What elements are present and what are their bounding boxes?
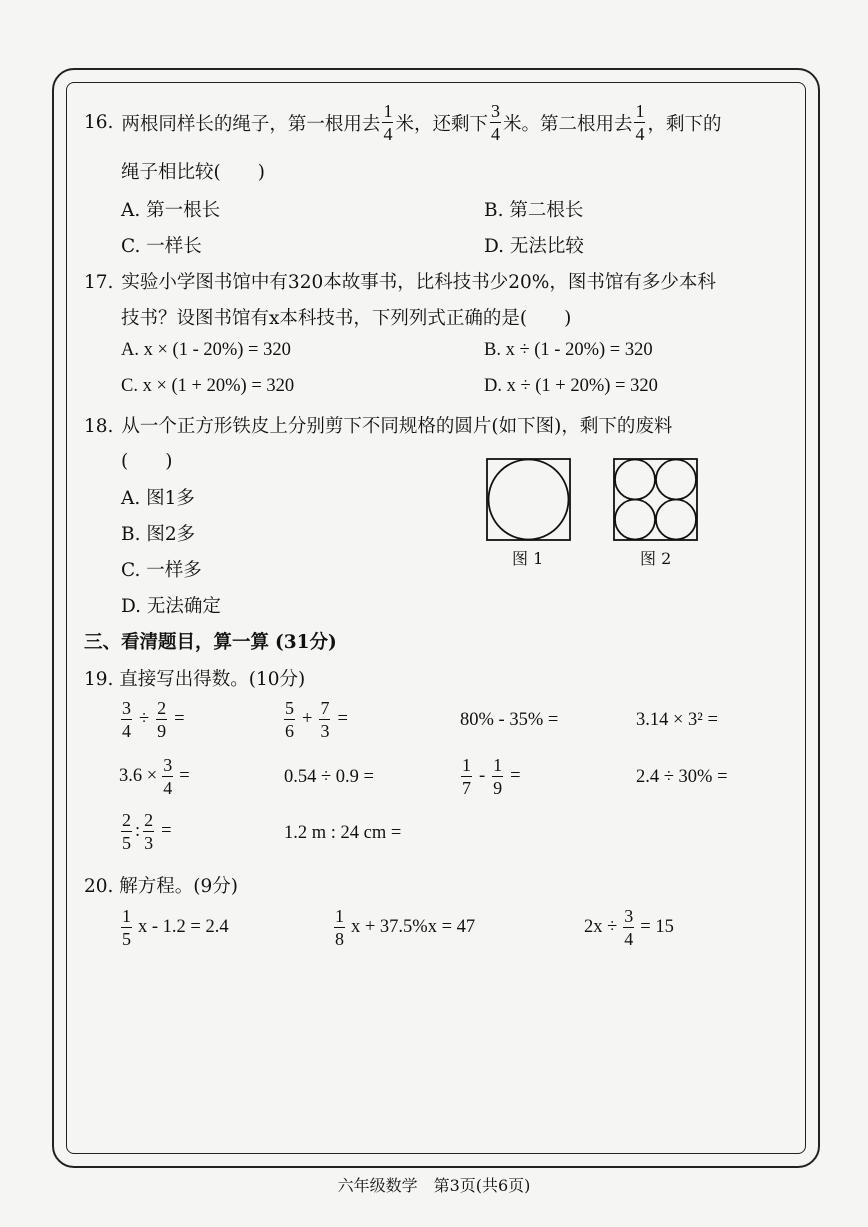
fraction xyxy=(162,756,173,797)
q16-fraction-2 xyxy=(490,102,501,143)
q16-line1 xyxy=(84,102,721,143)
numerator: 2 xyxy=(157,698,167,718)
fraction xyxy=(334,907,345,948)
q20-equation-2 xyxy=(332,907,475,948)
q18-option-c: C. 一样多 xyxy=(121,560,202,581)
fraction xyxy=(121,811,132,852)
expression-part: = xyxy=(161,821,172,841)
numerator: 3 xyxy=(163,755,173,775)
q17-option-c: C. x × (1 + 20%) = 320 xyxy=(121,376,295,396)
q17-line2: 技书？设图书馆有x本科技书，下列列式正确的是( ) xyxy=(121,308,572,329)
numerator: 1 xyxy=(383,101,393,121)
q17-number: 17. xyxy=(84,272,114,293)
expression-part: = xyxy=(174,709,185,729)
numerator: 3 xyxy=(490,101,500,121)
numerator: 7 xyxy=(320,698,330,718)
denominator: 4 xyxy=(163,778,173,798)
denominator: 5 xyxy=(122,833,131,853)
expression-part: + xyxy=(302,709,313,729)
q19-item-8: 2.4 ÷ 30% = xyxy=(636,767,728,787)
expression-part: : xyxy=(135,821,141,841)
figure-1-square-one-circle xyxy=(486,458,572,542)
fraction xyxy=(492,756,503,797)
q18-line1 xyxy=(84,412,672,438)
q18-option-a: A. 图1多 xyxy=(121,488,195,509)
expression-part: x + 37.5%x = 47 xyxy=(351,917,476,937)
q17-text-1: 实验小学图书馆中有320本故事书，比科技书少20%，图书馆有多少本科 xyxy=(121,272,716,293)
fraction xyxy=(143,811,154,852)
numerator: 1 xyxy=(493,755,503,775)
q16-option-d: D. 无法比较 xyxy=(484,236,584,257)
q17-option-d: D. x ÷ (1 + 20%) = 320 xyxy=(484,376,658,396)
numerator: 3 xyxy=(624,906,634,926)
expression-part: 3.6 × xyxy=(119,766,158,786)
q16-text-1: 两根同样长的绳子，第一根用去 xyxy=(121,113,381,135)
expression-part: = 15 xyxy=(640,917,674,937)
expression-part: = xyxy=(179,766,190,786)
section-3-title: 三、看清题目，算一算 xyxy=(84,632,270,653)
fraction xyxy=(623,907,634,948)
q16-option-b: B. 第二根长 xyxy=(484,200,584,221)
fraction xyxy=(156,699,167,740)
q19-item-3: 80% - 35% = xyxy=(460,710,559,730)
expression-part: = xyxy=(510,766,521,786)
denominator: 7 xyxy=(462,778,471,798)
q19-item-4: 3.14 × 3² = xyxy=(636,710,718,730)
numerator: 2 xyxy=(122,810,131,830)
denominator: 9 xyxy=(493,778,503,798)
denominator: 5 xyxy=(122,929,131,949)
q18-option-b: B. 图2多 xyxy=(121,524,196,545)
q16-number: 16. xyxy=(84,112,114,133)
denominator: 4 xyxy=(383,124,393,144)
figure-2-label: 图 2 xyxy=(640,549,672,568)
q16-option-a: A. 第一根长 xyxy=(121,200,221,221)
q16-text-2: 米，还剩下 xyxy=(395,113,488,135)
expression-part: = xyxy=(337,709,348,729)
denominator: 4 xyxy=(490,124,500,144)
numerator: 2 xyxy=(144,810,154,830)
q16-fraction-3 xyxy=(634,102,645,143)
denominator: 3 xyxy=(144,833,154,853)
q17-line1 xyxy=(84,268,716,294)
section-3-heading xyxy=(84,628,337,654)
q19-item-2 xyxy=(282,699,348,740)
denominator: 3 xyxy=(320,721,330,741)
figure-2-square-four-circles xyxy=(613,458,699,542)
section-3-score: (31分) xyxy=(275,632,337,653)
q19-item-7 xyxy=(459,756,521,797)
q17-option-b: B. x ÷ (1 - 20%) = 320 xyxy=(484,340,653,360)
q20-equation-3 xyxy=(584,907,674,948)
q16-fraction-1 xyxy=(382,102,393,143)
q19-item-1 xyxy=(119,699,185,740)
denominator: 9 xyxy=(157,721,167,741)
page-footer: 六年级数学 第3页(共6页) xyxy=(337,1176,531,1195)
numerator: 1 xyxy=(635,101,645,121)
figure-1-label: 图 1 xyxy=(512,549,544,568)
numerator: 1 xyxy=(462,755,471,775)
fraction xyxy=(121,699,132,740)
denominator: 4 xyxy=(635,124,645,144)
numerator: 3 xyxy=(122,698,131,718)
denominator: 8 xyxy=(335,929,344,949)
denominator: 4 xyxy=(122,721,131,741)
q16-option-c: C. 一样长 xyxy=(121,236,202,257)
q20-equation-1 xyxy=(119,907,229,948)
q19-item-10: 1.2 m : 24 cm = xyxy=(284,823,402,843)
expression-part: x - 1.2 = 2.4 xyxy=(138,917,229,937)
q19-item-6: 0.54 ÷ 0.9 = xyxy=(284,767,374,787)
q17-option-a: A. x × (1 - 20%) = 320 xyxy=(121,340,291,360)
numerator: 1 xyxy=(335,906,344,926)
q20-title: 20. 解方程。(9分) xyxy=(84,876,239,897)
q19-item-9 xyxy=(119,811,172,852)
denominator: 4 xyxy=(624,929,634,949)
q18-line2: ( ) xyxy=(121,451,173,472)
numerator: 1 xyxy=(122,906,131,926)
expression-part: ÷ xyxy=(139,709,150,729)
q16-text-4: ，剩下的 xyxy=(647,113,722,135)
q19-title: 19. 直接写出得数。(10分) xyxy=(84,669,306,690)
q18-text-1: 从一个正方形铁皮上分别剪下不同规格的圆片(如下图)，剩下的废料 xyxy=(121,416,673,437)
q18-number: 18. xyxy=(84,416,114,437)
q18-option-d: D. 无法确定 xyxy=(121,596,221,617)
expression-part: 2x ÷ xyxy=(584,917,618,937)
denominator: 6 xyxy=(285,721,294,741)
q16-text-3: 米。第二根用去 xyxy=(502,113,633,135)
fraction xyxy=(319,699,330,740)
expression-part: - xyxy=(479,766,486,786)
q16-line2: 绳子相比较( ) xyxy=(121,162,265,183)
numerator: 5 xyxy=(285,698,294,718)
q19-item-5 xyxy=(119,756,190,797)
fraction xyxy=(284,699,295,740)
fraction xyxy=(121,907,132,948)
fraction xyxy=(461,756,472,797)
